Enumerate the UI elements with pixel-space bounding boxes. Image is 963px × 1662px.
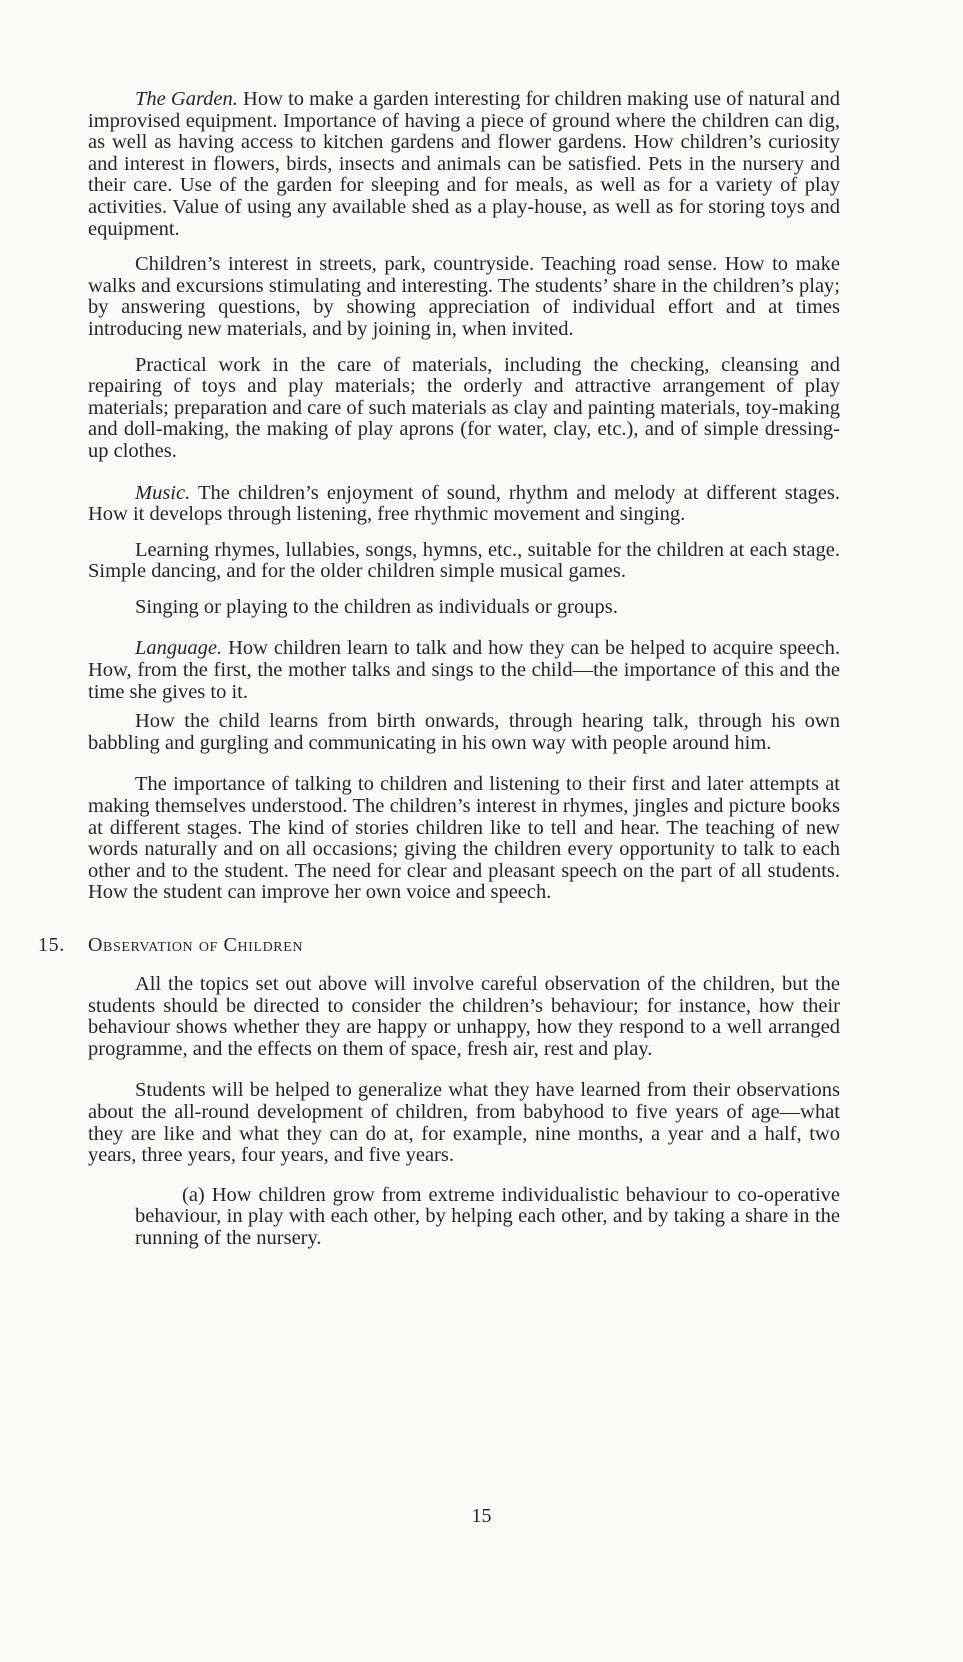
paragraph-text: The children’s enjoyment of sound, rhythm and melody at different stages. How it develops through listening, free rhythmic movement and singing. <box>88 481 840 526</box>
section-title: Observation of Children <box>88 934 304 956</box>
paragraph-text: Singing or playing to the children as individuals or groups. <box>135 595 618 618</box>
paragraph-lead-garden: The Garden. <box>135 88 238 110</box>
paragraph-outings <box>88 254 840 340</box>
section-heading <box>38 934 840 956</box>
paragraph-text: How to make a garden interesting for children making use of natural and improvised equipment. Importance of having a piece of ground where the children can dig, as well as having access to kitchen gardens and flower gardens. How children’s curiosity and interest in flowers, birds, insects and animals can be satisfied. Pets in the nursery and their care. Use of the garden for sleeping and for meals, as well as for a variety of play activities. Value of using any available shed as a play-house, as well as for storing toys and equipment. <box>88 88 840 240</box>
paragraph-observation-topics <box>88 974 840 1060</box>
paragraph-text: Children’s interest in streets, park, countryside. Teaching road sense. How to make walks and excursions stimulating and interesting. The students’ share in the children’s play; by answering questions, by showing appreciation of individual effort and at times introducing new materials, and by joining in, when invited. <box>88 253 840 340</box>
paragraph-singing <box>88 597 840 619</box>
paragraph-text: How the child learns from birth onwards, through hearing talk, through his own babbling and gurgling and communicating in his own way with people around him. <box>88 710 840 754</box>
paragraph-lead-music: Music. <box>135 481 191 504</box>
paragraph-text: Students will be helped to generalize what they have learned from their observations about the all-round development of children, from babyhood to five years of age—what they are like and what they can do at, for example, nine months, a year and a half, two years, three years, four years, and five years. <box>88 1079 840 1167</box>
paragraph-music <box>88 483 840 526</box>
paragraph-text: Practical work in the care of materials, including the checking, cleansing and repairing of toys and play materials; the orderly and attractive arrangement of play materials; preparation and care of such materials as clay and painting materials, toy-making and doll-making, the making of play aprons (for water, clay, etc.), and of simple dressing-up clothes. <box>88 353 840 462</box>
paragraph-talking-importance <box>88 774 840 904</box>
subitem-a <box>135 1185 840 1250</box>
page-number: 15 <box>471 1505 492 1527</box>
paragraph-generalize <box>88 1080 840 1166</box>
paragraph-garden <box>88 89 840 240</box>
paragraph-text: All the topics set out above will involve careful observation of the children, but the students should be directed to consider the children’s behaviour; for instance, how their behaviour shows whether they are happy or unhappy, how they respond to a well arranged programme, and the effects on them of space, fresh air, rest and play. <box>88 973 840 1060</box>
paragraph-rhymes <box>88 540 840 583</box>
paragraph-practical-work <box>88 355 840 463</box>
paragraph-text: The importance of talking to children and listening to their first and later attempts at making themselves understood. The children’s interest in rhymes, jingles and picture books at different stages. The kind of stories children like to tell and hear. The teaching of new words naturally and on all occasions; giving the children every opportunity to talk to each other and to the student. The need for clear and pleasant speech on the part of all students. How the student can improve her own voice and speech. <box>88 773 840 904</box>
paragraph-text: Learning rhymes, lullabies, songs, hymns, etc., suitable for the children at each stage. Simple dancing, and for the older children simple musical games. <box>88 538 840 583</box>
paragraph-child-learns <box>88 711 840 754</box>
subitem-label: (a) <box>182 1183 205 1206</box>
subitem-text: How children grow from extreme individualistic behaviour to co-operative behaviour, in play with each other, by helping each other, and by taking a share in the running of the nursery. <box>135 1183 840 1249</box>
section-number: 15. <box>38 934 65 956</box>
paragraph-text: How children learn to talk and how they can be helped to acquire speech. How, from the first, the mother talks and sings to the child—the importance of this and the time she gives to it. <box>88 637 840 703</box>
paragraph-lead-language: Language. <box>135 637 223 660</box>
paragraph-language <box>88 638 840 703</box>
text-column <box>38 88 840 1250</box>
